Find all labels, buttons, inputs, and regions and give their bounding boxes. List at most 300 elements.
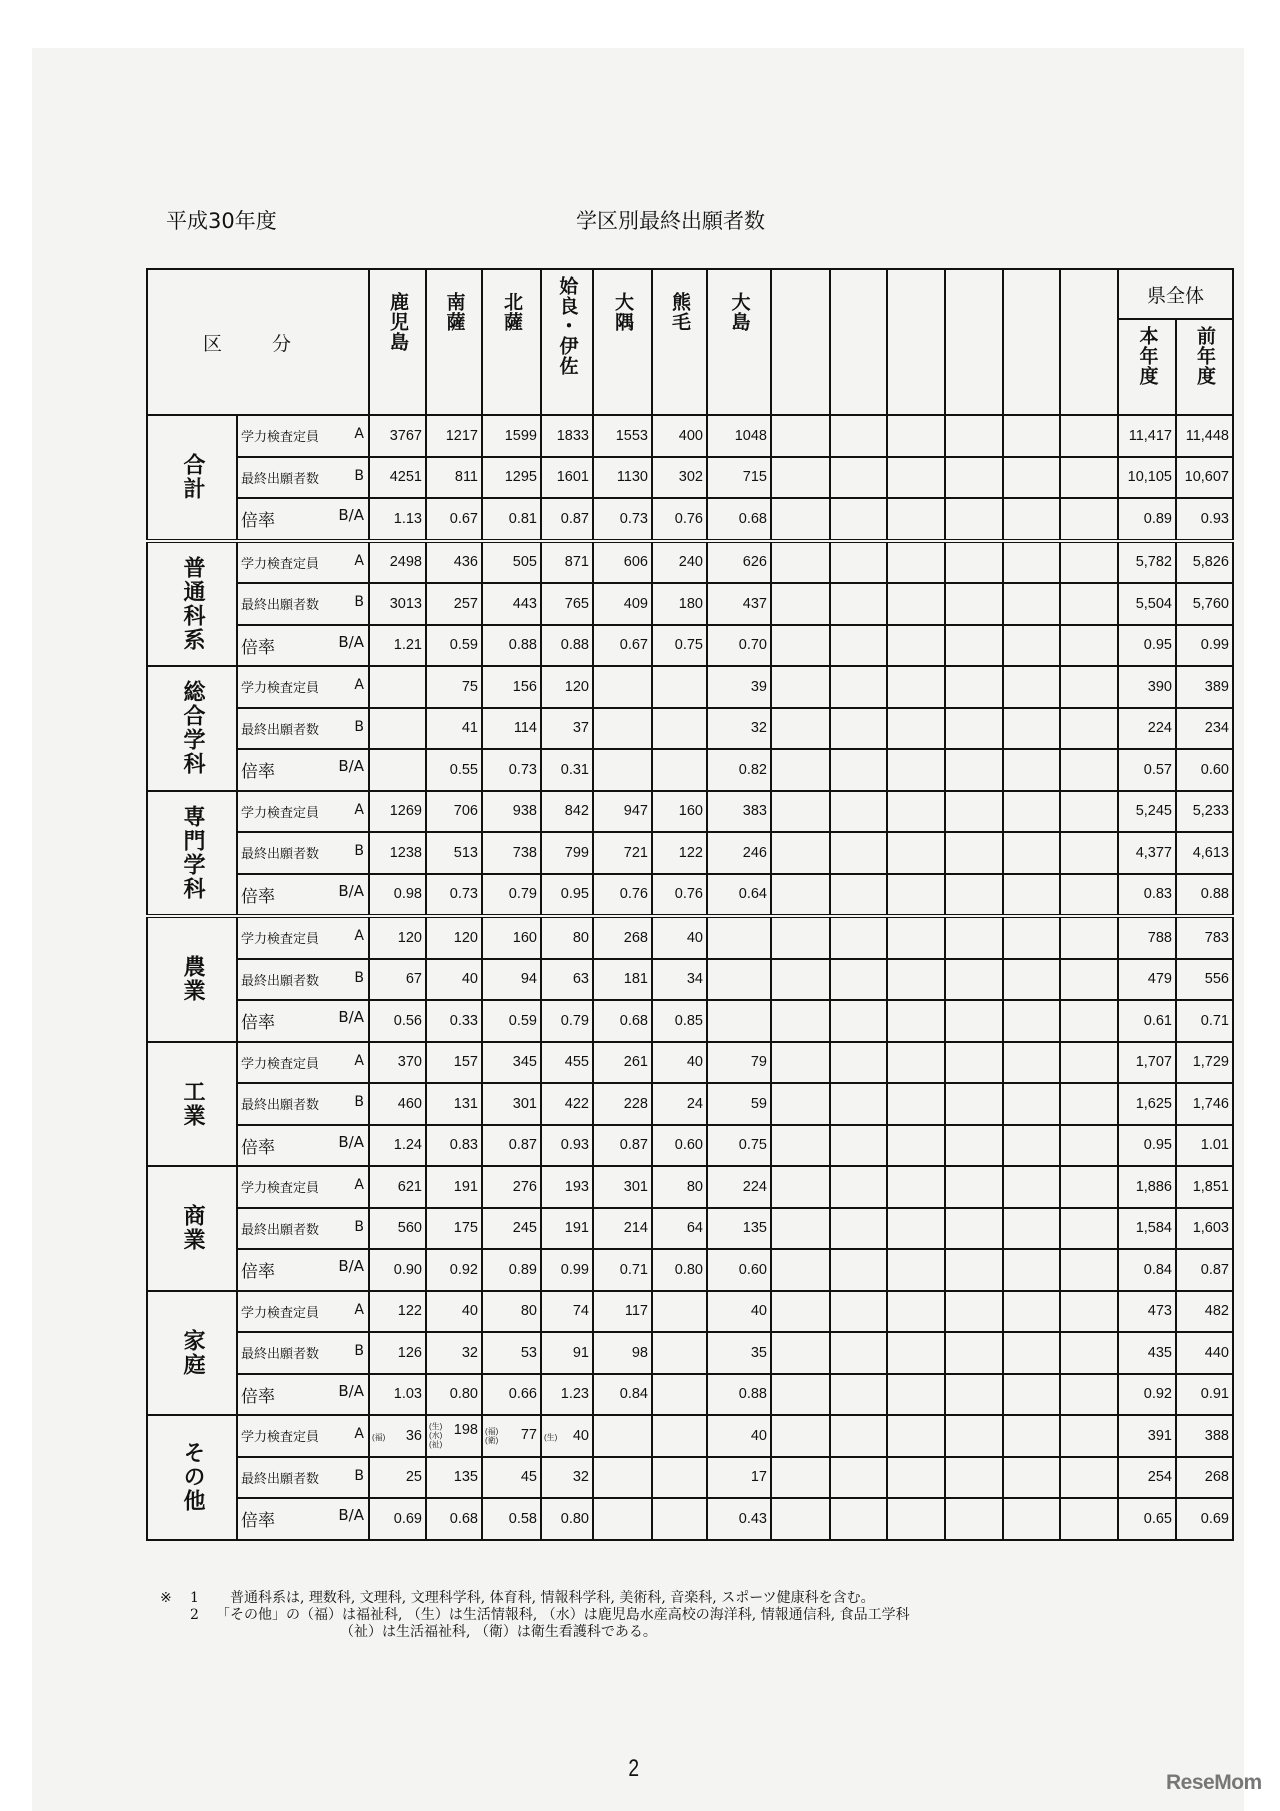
empty-cell — [771, 1083, 830, 1125]
district-value: 53 — [482, 1332, 541, 1374]
empty-cell — [945, 1125, 1003, 1167]
district-value: 0.87 — [593, 1125, 652, 1167]
district-value: 0.89 — [482, 1249, 541, 1291]
empty-cell — [830, 708, 887, 750]
row-label: 学力検査定員 A — [237, 666, 369, 708]
row-label: 最終出願者数 B — [237, 1083, 369, 1125]
empty-cell — [830, 916, 887, 959]
prefecture-last-year-value: 1,603 — [1176, 1208, 1233, 1250]
district-value: 126 — [369, 1332, 426, 1374]
district-value: 0.75 — [652, 625, 707, 667]
group-label: 工業 — [147, 1042, 237, 1167]
empty-cell — [1003, 708, 1060, 750]
row-label: 学力検査定員 A — [237, 1166, 369, 1208]
empty-cell — [830, 874, 887, 917]
empty-cell — [830, 1415, 887, 1457]
district-value: 40 — [652, 1042, 707, 1084]
empty-cell — [887, 832, 945, 874]
district-value: 131 — [426, 1083, 482, 1125]
district-value — [369, 666, 426, 708]
prefecture-this-year-value: 5,245 — [1118, 791, 1176, 833]
empty-cell — [1060, 959, 1118, 1001]
district-value: 40 — [707, 1415, 771, 1457]
empty-cell — [887, 1166, 945, 1208]
empty-cell — [771, 1125, 830, 1167]
prefecture-last-year-value: 11,448 — [1176, 415, 1233, 457]
prefecture-last-year-value: 0.99 — [1176, 625, 1233, 667]
district-value: 455 — [541, 1042, 593, 1084]
district-value: 409 — [593, 583, 652, 625]
group-label: 商業 — [147, 1166, 237, 1291]
district-value — [652, 708, 707, 750]
district-value: 1.03 — [369, 1374, 426, 1416]
empty-cell — [887, 1249, 945, 1291]
district-value: 0.68 — [593, 1000, 652, 1042]
district-value: 0.59 — [482, 1000, 541, 1042]
empty-cell — [945, 1083, 1003, 1125]
table-row-ratio-row — [147, 1498, 1233, 1540]
prefecture-last-year-value: 5,233 — [1176, 791, 1233, 833]
table-row-ratio-row — [147, 874, 1233, 917]
empty-cell — [1003, 415, 1060, 457]
empty-cell — [945, 874, 1003, 917]
empty-cell — [1060, 749, 1118, 791]
empty-cell — [1003, 498, 1060, 541]
district-value: 0.88 — [482, 625, 541, 667]
prefecture-last-year-value: 0.88 — [1176, 874, 1233, 917]
prefecture-this-year-value: 1,584 — [1118, 1208, 1176, 1250]
district-value: 0.81 — [482, 498, 541, 541]
district-value: 117 — [593, 1291, 652, 1333]
empty-cell — [771, 1249, 830, 1291]
empty-cell — [1003, 1042, 1060, 1084]
district-value: 0.79 — [541, 1000, 593, 1042]
district-value: 122 — [369, 1291, 426, 1333]
empty-cell — [830, 1166, 887, 1208]
district-value: 938 — [482, 791, 541, 833]
empty-cell — [1003, 1291, 1060, 1333]
prefecture-this-year-value: 0.65 — [1118, 1498, 1176, 1540]
district-value: 0.93 — [541, 1125, 593, 1167]
page-number: 2 — [628, 1755, 640, 1782]
prefecture-this-year-value: 479 — [1118, 959, 1176, 1001]
prefecture-this-year-value: 0.95 — [1118, 625, 1176, 667]
empty-cell — [887, 1083, 945, 1125]
district-value — [652, 1457, 707, 1499]
empty-cell — [771, 583, 830, 625]
district-value — [593, 1457, 652, 1499]
district-value — [652, 1291, 707, 1333]
district-value: 175 — [426, 1208, 482, 1250]
district-value: 443 — [482, 583, 541, 625]
district-value: 1.23 — [541, 1374, 593, 1416]
empty-cell — [771, 457, 830, 499]
empty-cell — [771, 625, 830, 667]
district-value: 39 — [707, 666, 771, 708]
district-value: 0.73 — [482, 749, 541, 791]
table-row-ratio-row — [147, 1000, 1233, 1042]
empty-cell — [887, 1332, 945, 1374]
resemom-watermark-logo: ReseMom — [1166, 1771, 1262, 1794]
empty-cell — [1003, 749, 1060, 791]
empty-cell — [1003, 625, 1060, 667]
empty-cell — [771, 832, 830, 874]
district-value: 0.69 — [369, 1498, 426, 1540]
prefecture-last-year-value: 388 — [1176, 1415, 1233, 1457]
district-value: 160 — [482, 916, 541, 959]
table-row-applicants-row — [147, 583, 1233, 625]
empty-cell — [887, 666, 945, 708]
district-value — [369, 749, 426, 791]
empty-cell — [771, 1208, 830, 1250]
header-last-year: 前年度 — [1176, 319, 1233, 415]
row-label: 倍率 B/A — [237, 1498, 369, 1540]
district-value: 40 — [652, 916, 707, 959]
district-value: 191 — [426, 1166, 482, 1208]
empty-cell — [771, 749, 830, 791]
district-value: 98 — [593, 1332, 652, 1374]
district-value: 246 — [707, 832, 771, 874]
empty-cell — [1060, 457, 1118, 499]
table-row-applicants-row — [147, 1332, 1233, 1374]
district-value: 621 — [369, 1166, 426, 1208]
empty-cell — [887, 1415, 945, 1457]
row-label: 倍率 B/A — [237, 498, 369, 541]
prefecture-last-year-value: 783 — [1176, 916, 1233, 959]
district-value: 460 — [369, 1083, 426, 1125]
row-label: 学力検査定員 A — [237, 541, 369, 584]
district-value: 626 — [707, 541, 771, 584]
district-value: 4251 — [369, 457, 426, 499]
empty-cell — [1060, 1498, 1118, 1540]
prefecture-this-year-value: 0.57 — [1118, 749, 1176, 791]
empty-cell — [1060, 498, 1118, 541]
empty-cell — [830, 832, 887, 874]
district-value: 37 — [541, 708, 593, 750]
empty-cell — [887, 708, 945, 750]
district-value: 715 — [707, 457, 771, 499]
empty-cell — [830, 1083, 887, 1125]
empty-cell — [830, 457, 887, 499]
empty-cell — [945, 1332, 1003, 1374]
note-mark: ※ — [160, 1590, 172, 1606]
district-value: 45 — [482, 1457, 541, 1499]
district-value: 276 — [482, 1166, 541, 1208]
empty-cell — [945, 959, 1003, 1001]
empty-cell — [1003, 916, 1060, 959]
prefecture-this-year-value: 0.84 — [1118, 1249, 1176, 1291]
empty-cell — [887, 498, 945, 541]
empty-cell — [1003, 1166, 1060, 1208]
district-value: 1295 — [482, 457, 541, 499]
empty-cell — [771, 1332, 830, 1374]
district-value: 1601 — [541, 457, 593, 499]
empty-cell — [1060, 1083, 1118, 1125]
empty-cell — [887, 625, 945, 667]
district-value: 0.66 — [482, 1374, 541, 1416]
district-value: 422 — [541, 1083, 593, 1125]
empty-cell — [887, 874, 945, 917]
empty-cell — [945, 1374, 1003, 1416]
course-prefix: (生) — [544, 1432, 558, 1442]
empty-cell — [1060, 1125, 1118, 1167]
empty-cell — [1060, 583, 1118, 625]
district-value: 1.13 — [369, 498, 426, 541]
empty-cell — [1060, 708, 1118, 750]
district-value: 0.82 — [707, 749, 771, 791]
district-value: 345 — [482, 1042, 541, 1084]
empty-cell — [887, 959, 945, 1001]
district-value: 0.80 — [652, 1249, 707, 1291]
empty-cell — [945, 498, 1003, 541]
prefecture-this-year-value: 391 — [1118, 1415, 1176, 1457]
empty-cell — [830, 541, 887, 584]
district-value — [593, 1415, 652, 1457]
empty-cell — [1060, 1249, 1118, 1291]
table-row-applicants-row — [147, 959, 1233, 1001]
district-value — [707, 959, 771, 1001]
row-label: 倍率 B/A — [237, 1125, 369, 1167]
empty-cell — [945, 625, 1003, 667]
district-value: 40 — [707, 1291, 771, 1333]
empty-cell — [830, 1457, 887, 1499]
district-value: 0.85 — [652, 1000, 707, 1042]
empty-cell — [945, 1457, 1003, 1499]
empty-cell — [830, 1000, 887, 1042]
table-row-ratio-row — [147, 1249, 1233, 1291]
district-value: 400 — [652, 415, 707, 457]
prefecture-this-year-value: 5,504 — [1118, 583, 1176, 625]
header-empty — [1060, 269, 1118, 415]
empty-cell — [830, 1042, 887, 1084]
table-row-applicants-row — [147, 1457, 1233, 1499]
district-value: 0.71 — [593, 1249, 652, 1291]
empty-cell — [830, 791, 887, 833]
district-value — [593, 666, 652, 708]
table-row-applicants-row — [147, 832, 1233, 874]
empty-cell — [1060, 874, 1118, 917]
district-value: 1.24 — [369, 1125, 426, 1167]
empty-cell — [771, 1374, 830, 1416]
note-text: 普通科系は, 理数科, 文理科, 文理科学科, 体育科, 情報科学科, 美術科, 音楽科, スポーツ健康科を含む。 — [230, 1590, 875, 1606]
empty-cell — [1060, 666, 1118, 708]
district-value: 0.31 — [541, 749, 593, 791]
empty-cell — [1060, 1457, 1118, 1499]
district-value: 257 — [426, 583, 482, 625]
district-value — [707, 916, 771, 959]
row-label: 最終出願者数 B — [237, 583, 369, 625]
group-label: 総合学科 — [147, 666, 237, 791]
empty-cell — [771, 1291, 830, 1333]
table-row-ratio-row — [147, 1125, 1233, 1167]
district-value: 0.88 — [707, 1374, 771, 1416]
district-value: 114 — [482, 708, 541, 750]
prefecture-last-year-value: 0.93 — [1176, 498, 1233, 541]
row-label: 最終出願者数 B — [237, 1332, 369, 1374]
empty-cell — [945, 666, 1003, 708]
row-label: 倍率 B/A — [237, 1249, 369, 1291]
district-value: 94 — [482, 959, 541, 1001]
prefecture-last-year-value: 1,851 — [1176, 1166, 1233, 1208]
district-value: 947 — [593, 791, 652, 833]
district-value: 63 — [541, 959, 593, 1001]
row-label: 最終出願者数 B — [237, 1208, 369, 1250]
district-value: 80 — [541, 916, 593, 959]
empty-cell — [771, 708, 830, 750]
district-value: 0.73 — [426, 874, 482, 917]
district-value: 64 — [652, 1208, 707, 1250]
header-district-kagoshima: 鹿児島 — [369, 269, 426, 415]
table-row-capacity-row — [147, 791, 1233, 833]
district-value: 0.67 — [593, 625, 652, 667]
prefecture-this-year-value: 0.61 — [1118, 1000, 1176, 1042]
empty-cell — [830, 1208, 887, 1250]
empty-cell — [1003, 1125, 1060, 1167]
header-district-oshima: 大島 — [707, 269, 771, 415]
district-value: 0.87 — [482, 1125, 541, 1167]
empty-cell — [887, 457, 945, 499]
empty-cell — [1060, 415, 1118, 457]
prefecture-this-year-value: 390 — [1118, 666, 1176, 708]
empty-cell — [830, 1332, 887, 1374]
empty-cell — [945, 832, 1003, 874]
empty-cell — [887, 1000, 945, 1042]
row-label: 最終出願者数 B — [237, 457, 369, 499]
empty-cell — [945, 749, 1003, 791]
table-row-capacity-row — [147, 541, 1233, 584]
empty-cell — [771, 498, 830, 541]
row-label: 倍率 B/A — [237, 1000, 369, 1042]
district-value: 40 — [426, 959, 482, 1001]
empty-cell — [945, 1000, 1003, 1042]
empty-cell — [945, 1208, 1003, 1250]
empty-cell — [887, 415, 945, 457]
district-value: (生) (水) (祉) 198 — [426, 1415, 482, 1457]
empty-cell — [945, 415, 1003, 457]
district-value: 32 — [707, 708, 771, 750]
district-value: 245 — [482, 1208, 541, 1250]
prefecture-last-year-value: 482 — [1176, 1291, 1233, 1333]
prefecture-last-year-value: 1,729 — [1176, 1042, 1233, 1084]
prefecture-this-year-value: 254 — [1118, 1457, 1176, 1499]
prefecture-last-year-value: 0.87 — [1176, 1249, 1233, 1291]
district-value: 181 — [593, 959, 652, 1001]
row-label: 学力検査定員 A — [237, 1415, 369, 1457]
district-value: 0.88 — [541, 625, 593, 667]
empty-cell — [1060, 541, 1118, 584]
district-value: 0.58 — [482, 1498, 541, 1540]
group-label: その他 — [147, 1415, 237, 1540]
table-row-applicants-row — [147, 708, 1233, 750]
prefecture-last-year-value: 556 — [1176, 959, 1233, 1001]
empty-cell — [1003, 1083, 1060, 1125]
group-label: 家庭 — [147, 1291, 237, 1416]
district-value — [652, 749, 707, 791]
empty-cell — [771, 541, 830, 584]
empty-cell — [1003, 541, 1060, 584]
district-value: 0.80 — [541, 1498, 593, 1540]
district-value: 0.76 — [652, 874, 707, 917]
prefecture-last-year-value: 1,746 — [1176, 1083, 1233, 1125]
prefecture-this-year-value: 4,377 — [1118, 832, 1176, 874]
row-label: 倍率 B/A — [237, 874, 369, 917]
district-value: 1269 — [369, 791, 426, 833]
prefecture-this-year-value: 788 — [1118, 916, 1176, 959]
empty-cell — [1003, 583, 1060, 625]
row-label: 学力検査定員 A — [237, 415, 369, 457]
district-value: 80 — [652, 1166, 707, 1208]
prefecture-this-year-value: 1,625 — [1118, 1083, 1176, 1125]
district-value — [652, 1498, 707, 1540]
table-row-capacity-row — [147, 415, 1233, 457]
empty-cell — [887, 1125, 945, 1167]
district-value: 0.83 — [426, 1125, 482, 1167]
table-row-ratio-row — [147, 498, 1233, 541]
empty-cell — [830, 666, 887, 708]
district-value: 25 — [369, 1457, 426, 1499]
group-label: 農業 — [147, 916, 237, 1042]
empty-cell — [945, 1415, 1003, 1457]
prefecture-last-year-value: 389 — [1176, 666, 1233, 708]
district-value: 1048 — [707, 415, 771, 457]
empty-cell — [771, 415, 830, 457]
table-row-ratio-row — [147, 625, 1233, 667]
header-district-kumage: 熊毛 — [652, 269, 707, 415]
district-value: 41 — [426, 708, 482, 750]
row-label: 学力検査定員 A — [237, 1291, 369, 1333]
district-value: 505 — [482, 541, 541, 584]
prefecture-last-year-value: 5,760 — [1176, 583, 1233, 625]
district-value: 799 — [541, 832, 593, 874]
empty-cell — [887, 791, 945, 833]
district-value: 0.56 — [369, 1000, 426, 1042]
empty-cell — [945, 541, 1003, 584]
district-value: 0.76 — [652, 498, 707, 541]
prefecture-last-year-value: 1.01 — [1176, 1125, 1233, 1167]
district-value: 80 — [482, 1291, 541, 1333]
district-value: 261 — [593, 1042, 652, 1084]
district-value: 0.55 — [426, 749, 482, 791]
district-value: 1130 — [593, 457, 652, 499]
district-value: 0.98 — [369, 874, 426, 917]
district-value: 193 — [541, 1166, 593, 1208]
prefecture-this-year-value: 0.83 — [1118, 874, 1176, 917]
table-row-applicants-row — [147, 1083, 1233, 1125]
empty-cell — [1060, 625, 1118, 667]
district-value: 706 — [426, 791, 482, 833]
district-value — [707, 1000, 771, 1042]
district-value: 0.60 — [707, 1249, 771, 1291]
empty-cell — [887, 1498, 945, 1540]
empty-cell — [1060, 1374, 1118, 1416]
district-value: 67 — [369, 959, 426, 1001]
empty-cell — [771, 1415, 830, 1457]
empty-cell — [1003, 1208, 1060, 1250]
prefecture-this-year-value: 0.89 — [1118, 498, 1176, 541]
empty-cell — [1003, 1415, 1060, 1457]
district-value: 122 — [652, 832, 707, 874]
district-value: 0.79 — [482, 874, 541, 917]
course-prefix: (生) (水) (祉) — [429, 1422, 443, 1450]
empty-cell — [945, 1166, 1003, 1208]
empty-cell — [1060, 791, 1118, 833]
district-value: 1.21 — [369, 625, 426, 667]
district-value: 135 — [707, 1208, 771, 1250]
district-value: 74 — [541, 1291, 593, 1333]
empty-cell — [887, 1208, 945, 1250]
empty-cell — [830, 1498, 887, 1540]
district-value — [369, 708, 426, 750]
